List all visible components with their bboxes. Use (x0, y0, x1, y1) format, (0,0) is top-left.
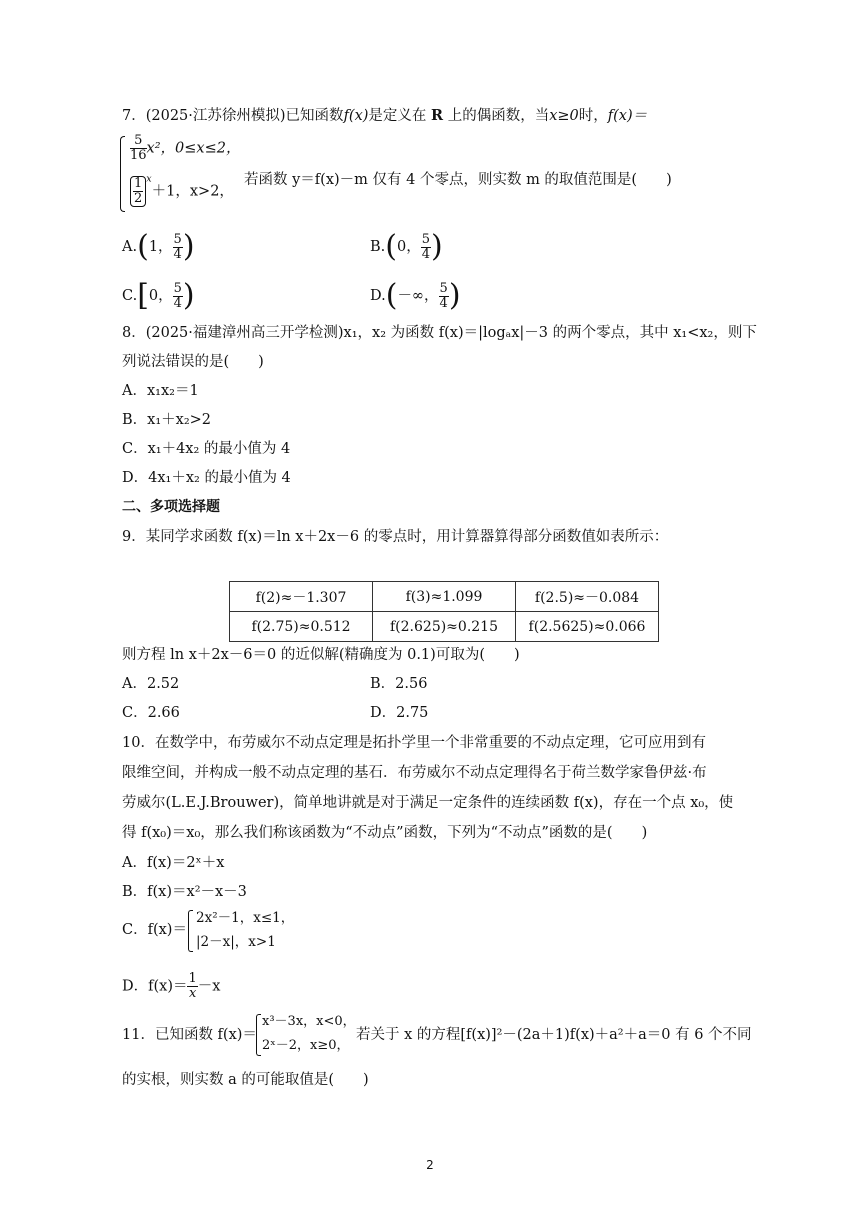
q7-case2-num: 1 (134, 176, 143, 191)
q11-brace (256, 1014, 261, 1056)
q7-option-b-close: ) (431, 229, 443, 264)
q7-option-c-num: 5 (173, 280, 182, 296)
q7-case2-tail: ＋1，x>2， (151, 183, 234, 200)
q7-case2 (130, 173, 234, 207)
q11-case1: x³－3x，x<0， (262, 1014, 356, 1029)
table-cell: f(3)≈1.099 (373, 582, 516, 612)
q7-option-d[interactable]: D.(－∞， $\frac{5}{4}$ ) (370, 278, 461, 313)
q9-stem: 9．某同学求函数 f(x)＝ln x＋2x－6 的零点时，用计算器算得部分函数值如表所示： (122, 529, 669, 545)
table-cell: f(2.75)≈0.512 (230, 612, 373, 642)
q10-c-case2: |2－x|，x>1 (196, 934, 276, 950)
q7-option-a-left: 1 (148, 239, 159, 255)
q10-option-c[interactable] (122, 920, 187, 940)
section-heading: 二、多项选择题 (122, 499, 220, 515)
q10-option-b[interactable]: B．f(x)＝x²－x－3 (122, 884, 247, 900)
q7-R: R (431, 107, 444, 124)
page-number: 2 (426, 1158, 434, 1172)
q7-option-c-den: 4 (173, 295, 182, 311)
q7-option-c-label: C. (122, 288, 138, 304)
q7-option-a-open: ( (137, 229, 149, 264)
q11-piecewise (256, 1012, 356, 1058)
q7-eq: f(x)＝ (607, 108, 648, 124)
q9-value-table (229, 581, 659, 642)
q9-option-d[interactable]: D．2.75 (370, 705, 429, 721)
q7-option-b-num: 5 (421, 231, 430, 247)
q10-line4: 得 f(x₀)＝x₀，那么我们称该函数为“不动点”函数，下列为“不动点”函数的是( ) (122, 825, 648, 841)
q7-piecewise (120, 134, 260, 214)
q8-line2: 列说法错误的是( ) (122, 354, 264, 370)
q8-option-c[interactable]: C．x₁＋4x₂ 的最小值为 4 (122, 441, 291, 457)
q7-option-a-den: 4 (173, 246, 182, 262)
q11-tail: 若关于 x 的方程[f(x)]²－(2a＋1)f(x)＋a²＋a＝0 有 6 个不同 (356, 1027, 752, 1043)
q7-option-d-num: 5 (439, 280, 448, 296)
q7-line1 (122, 106, 647, 126)
q10-line2: 限维空间，并构成一般不动点定理的基石．布劳威尔不动点定理得名于荷兰数学家鲁伊兹·布 (122, 765, 707, 781)
q7-mid3: 时， (578, 108, 608, 124)
q7-case1-num: 5 (130, 134, 147, 149)
q7-mid2: 上的偶函数，当 (447, 108, 550, 124)
q7-option-c-open: [ (137, 278, 149, 313)
table-cell: f(2.625)≈0.215 (373, 612, 516, 642)
q8-line1: 8．(2025·福建漳州高三开学检测)x₁，x₂ 为函数 f(x)＝|logₐx|－3 的两个零点，其中 x₁<x₂，则下 (122, 325, 757, 341)
q10-line1: 10．在数学中，布劳威尔不动点定理是拓扑学里一个非常重要的不动点定理，它可应用到有 (122, 735, 706, 751)
q7-option-d-den: 4 (439, 295, 448, 311)
q7-option-d-open: ( (385, 278, 398, 313)
q10-d-den: x (188, 986, 197, 1001)
q7-option-b-open: ( (385, 229, 397, 264)
q7-option-a[interactable]: A.(1， $\frac{5}{4}$ ) (122, 229, 195, 264)
q7-option-a-close: ) (182, 229, 195, 264)
q11-line2: 的实根，则实数 a 的可能取值是( ) (122, 1072, 369, 1088)
q8-option-b[interactable]: B．x₁＋x₂>2 (122, 412, 212, 428)
q11-case2: 2ˣ－2，x≥0， (262, 1038, 350, 1053)
q10-c-brace (188, 910, 193, 952)
q7-case2-exp: x (146, 173, 152, 185)
q10-option-d-label: D．f(x)＝ (122, 978, 188, 995)
table-cell: f(2)≈－1.307 (230, 582, 373, 612)
q7-option-c[interactable]: C.[0， $\frac{5}{4}$ ) (122, 278, 195, 313)
q10-d-tail: －x (197, 978, 221, 995)
q7-brace (120, 136, 125, 212)
q7-fx: f(x) (343, 108, 369, 124)
q7-option-b-left: 0 (396, 239, 407, 255)
table-cell: f(2.5)≈－0.084 (516, 582, 659, 612)
q9-follow: 则方程 ln x＋2x－6＝0 的近似解(精确度为 0.1)可取为( ) (122, 647, 520, 663)
q7-mid1: 是定义在 (368, 108, 427, 124)
q8-option-a[interactable]: A．x₁x₂＝1 (122, 383, 199, 399)
q7-option-c-left: 0 (148, 288, 159, 304)
q8-option-d[interactable]: D．4x₁＋x₂ 的最小值为 4 (122, 470, 291, 486)
q7-case1-tail: x²，0≤x≤2， (146, 140, 241, 157)
q7-case1-den: 16 (130, 148, 147, 163)
q9-option-a[interactable]: A．2.52 (122, 676, 180, 692)
q10-c-case1: 2x²－1，x≤1， (196, 910, 295, 926)
q10-option-c-piecewise (188, 908, 318, 954)
q7-option-b-den: 4 (421, 246, 430, 262)
q7-question: 若函数 y＝f(x)－m 仅有 4 个零点，则实数 m 的取值范围是( ) (244, 172, 672, 188)
table-cell: f(2.5625)≈0.066 (516, 612, 659, 642)
table-row (230, 612, 659, 642)
q9-option-c[interactable]: C．2.66 (122, 705, 180, 721)
q7-case2-den: 2 (134, 191, 143, 206)
q10-option-a[interactable]: A．f(x)＝2ˣ＋x (122, 855, 225, 871)
q7-cond: x≥0 (549, 108, 579, 124)
q7-case1 (130, 134, 240, 163)
q10-option-d[interactable] (122, 972, 220, 1001)
q7-option-d-label: D. (370, 288, 386, 304)
q10-line3: 劳威尔(L.E.J.Brouwer)，简单地讲就是对于满足一定条件的连续函数 f(x)，存在一个点 x₀，使 (122, 795, 734, 811)
q7-option-a-label: A. (122, 239, 138, 255)
table-row (230, 582, 659, 612)
q9-option-b[interactable]: B．2.56 (370, 676, 428, 692)
q7-option-b-label: B. (370, 239, 386, 255)
q7-option-d-close: ) (448, 278, 461, 313)
q7-option-c-close: ) (182, 278, 195, 313)
q7-option-b[interactable]: B.(0， $\frac{5}{4}$ ) (370, 229, 443, 264)
q10-option-c-label: C．f(x)＝ (122, 922, 187, 938)
q7-lead: 7．(2025·江苏徐州模拟)已知函数 (122, 108, 344, 124)
q11-label: 11．已知函数 f(x)＝ (122, 1027, 257, 1043)
q7-option-d-left: －∞ (397, 288, 425, 304)
q10-d-num: 1 (188, 971, 197, 986)
q7-option-a-num: 5 (173, 231, 182, 247)
